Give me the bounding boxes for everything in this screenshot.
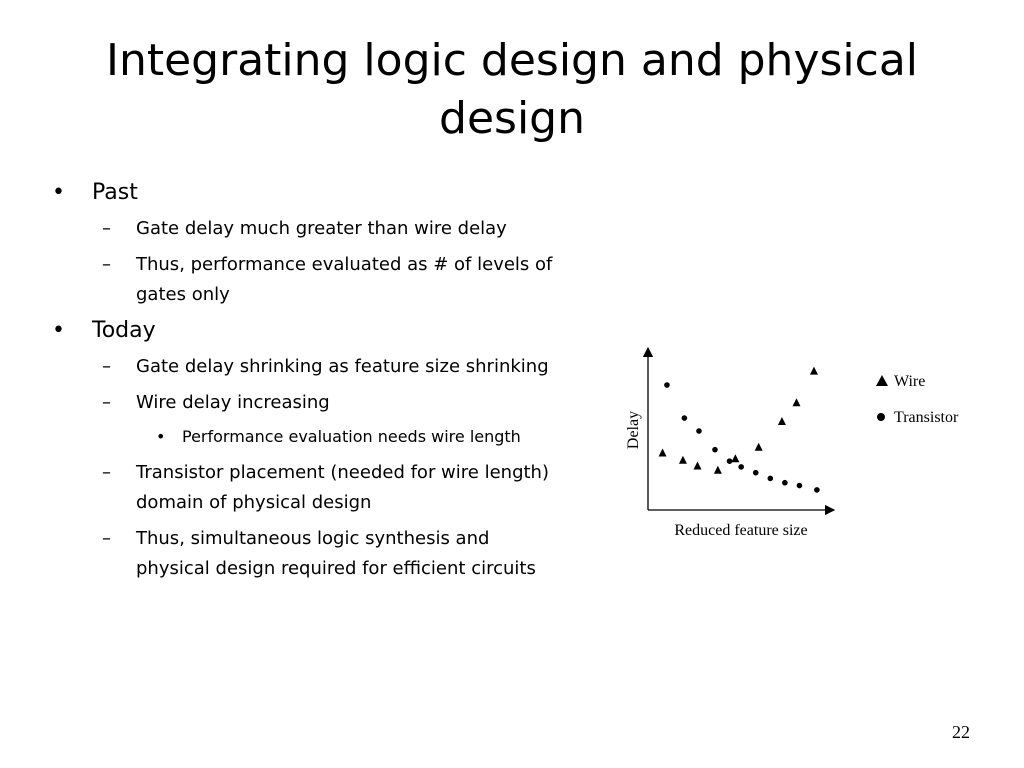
wire-point xyxy=(694,461,702,469)
delay-scatter-chart xyxy=(600,340,1000,560)
bullet-today xyxy=(52,316,612,346)
wire-point xyxy=(731,454,739,462)
dash-marker: – xyxy=(102,218,111,239)
wire-point xyxy=(778,417,786,425)
sub-bullet xyxy=(102,458,556,518)
bullet-list xyxy=(52,178,612,590)
sub-bullet xyxy=(102,250,556,310)
page-number: 22 xyxy=(952,722,970,742)
sub-bullet-text: Transistor placement (needed for wire length) domain of physical design xyxy=(136,462,549,513)
wire-point xyxy=(714,466,722,474)
wire-point xyxy=(810,367,818,375)
dash-marker: – xyxy=(102,356,111,377)
sub-bullet-text: Thus, simultaneous logic synthesis and physical design required for efficient circuits xyxy=(136,528,536,579)
data-marks xyxy=(659,367,820,493)
sub-bullet xyxy=(102,388,556,418)
sub-bullet xyxy=(102,214,556,244)
bullet-past-label: Past xyxy=(92,180,138,205)
transistor-point xyxy=(738,464,744,470)
transistor-point xyxy=(797,483,803,489)
sub-bullet-text: Wire delay increasing xyxy=(136,392,330,413)
sub-bullet-text: Gate delay shrinking as feature size shrinking xyxy=(136,356,549,377)
bullet-past xyxy=(52,178,612,208)
sub-bullet-text: Gate delay much greater than wire delay xyxy=(136,218,507,239)
transistor-point xyxy=(753,470,759,476)
dash-marker: – xyxy=(102,254,111,275)
bullet-marker: • xyxy=(52,318,65,343)
wire-point xyxy=(659,449,667,457)
sub-bullet xyxy=(102,352,556,382)
transistor-point xyxy=(712,447,718,453)
dash-marker: – xyxy=(102,392,111,413)
legend-transistor-marker xyxy=(877,413,885,421)
dash-marker: – xyxy=(102,528,111,549)
transistor-point xyxy=(682,415,688,421)
transistor-point xyxy=(727,458,733,464)
transistor-point xyxy=(782,480,788,486)
wire-point xyxy=(679,456,687,464)
transistor-point xyxy=(768,476,774,482)
bullet-today-label: Today xyxy=(92,318,156,343)
wire-point xyxy=(755,443,763,451)
y-axis-label: Delay xyxy=(625,410,642,450)
legend-wire-label: Wire xyxy=(894,373,926,390)
sub-sub-bullet-text: Performance evaluation needs wire length xyxy=(182,427,521,446)
transistor-point xyxy=(696,428,702,434)
bullet-marker: • xyxy=(52,180,65,205)
sub-bullet-text: Thus, performance evaluated as # of levels of gates only xyxy=(136,254,553,305)
legend-transistor-label: Transistor xyxy=(894,409,959,426)
x-axis-label: Reduced feature size xyxy=(674,522,808,539)
sub-sub-bullet xyxy=(156,424,612,450)
transistor-point xyxy=(664,382,670,388)
legend-wire-marker xyxy=(876,375,888,386)
wire-point xyxy=(793,398,801,406)
sub-bullet xyxy=(102,524,556,584)
slide-title: Integrating logic design and physical design xyxy=(105,35,919,144)
legend xyxy=(876,373,959,426)
bullet-marker: • xyxy=(156,427,166,446)
transistor-point xyxy=(814,487,820,493)
dash-marker: – xyxy=(102,462,111,483)
